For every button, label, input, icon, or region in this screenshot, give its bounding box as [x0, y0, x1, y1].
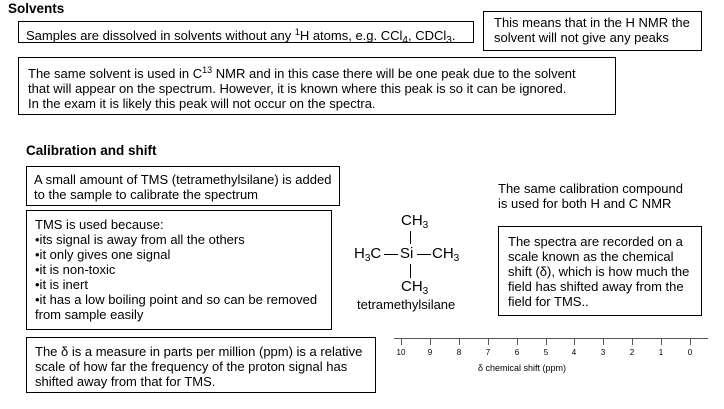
same-compound-note — [498, 181, 683, 211]
solvent-text-sup: 1 — [294, 27, 300, 37]
c13-line-1-sup: 13 — [202, 65, 213, 75]
spectra-line: The spectra are recorded on a — [508, 234, 683, 249]
axis-tick-label: 6 — [514, 348, 520, 357]
tms-reason-line: TMS is used because: — [35, 217, 164, 232]
delta-line: The δ is a measure in parts per million (ppm) is a relative — [35, 344, 363, 359]
tms-reason-line: •it is inert — [35, 277, 88, 292]
axis-tick — [546, 339, 547, 345]
axis-tick — [574, 339, 575, 345]
c13-line-1-b: NMR and in this case there will be one peak due to the solvent — [212, 66, 576, 81]
c13-line-1 — [28, 63, 615, 81]
c13-line-3: In the exam it is likely this peak will not occur on the spectra. — [28, 96, 376, 111]
top-methyl — [401, 213, 428, 234]
calibration-heading: Calibration and shift — [26, 143, 157, 158]
right-methyl — [432, 246, 459, 267]
axis-tick-label: 8 — [456, 348, 462, 357]
axis-tick — [459, 339, 460, 345]
axis-tick-label: 2 — [629, 348, 635, 357]
delta-line: scale of how far the frequency of the proton signal has — [35, 359, 348, 374]
tms-intro-line: A small amount of TMS (tetramethylsilane) is added — [34, 172, 332, 187]
solvent-note-line: This means that in the H NMR the — [494, 15, 690, 30]
axis-tick-label: 10 — [396, 348, 406, 357]
molecule-name: tetramethylsilane — [357, 297, 456, 312]
axis-tick — [488, 339, 489, 345]
bottom-methyl-sub: 3 — [422, 286, 429, 297]
axis-tick — [401, 339, 402, 345]
right-methyl-group: CH — [432, 245, 454, 262]
axis-tick-label: 0 — [687, 348, 693, 357]
top-methyl-group: CH — [401, 212, 423, 229]
left-bond — [384, 254, 398, 255]
axis-tick — [517, 339, 518, 345]
spectra-line: shift (δ), which is how much the — [508, 264, 690, 279]
axis-label: δ chemical shift (ppm) — [478, 363, 567, 373]
c13-line-1-a: The same solvent is used in C — [28, 66, 203, 81]
tms-reason-line: •its signal is away from all the others — [35, 232, 245, 247]
tms-intro-line: to the sample to calibrate the spectrum — [34, 187, 259, 202]
axis-tick — [430, 339, 431, 345]
solvent-text-sub1: 4 — [402, 35, 408, 46]
solvent-text-mid2: , CDCl — [407, 28, 447, 43]
axis-tick-label: 9 — [427, 348, 433, 357]
tms-reason-line: •it has a low boiling point and so can be removed — [35, 292, 318, 307]
axis-tick-label: 4 — [571, 348, 577, 357]
same-compound-line: The same calibration compound — [498, 181, 683, 196]
spectra-line: field has shifted away from the — [508, 279, 684, 294]
spectra-line: field for TMS.. — [508, 294, 589, 309]
spectra-line: scale known as the chemical — [508, 249, 674, 264]
axis-tick — [690, 339, 691, 345]
right-bond — [417, 254, 431, 255]
bottom-methyl-group: CH — [401, 278, 423, 295]
bottom-bond — [410, 264, 411, 278]
solvents-heading: Solvents — [8, 1, 65, 16]
axis-tick — [661, 339, 662, 345]
axis-tick-label: 7 — [485, 348, 491, 357]
c13-solvent-box — [18, 57, 616, 115]
solvent-note-box — [483, 11, 702, 51]
axis-tick-label: 1 — [658, 348, 664, 357]
solvent-text-mid: H atoms, e.g. CCl — [299, 28, 403, 43]
same-compound-line: is used for both H and C NMR — [498, 196, 672, 211]
spectra-scale-box — [498, 226, 702, 316]
delta-definition-box — [26, 337, 376, 393]
solvent-description-box — [18, 21, 474, 46]
solvent-text-sub2: 3 — [446, 35, 452, 46]
left-methyl-c: C — [370, 245, 382, 262]
tms-reason-line: •it is non-toxic — [35, 262, 116, 277]
tms-reason-line: •it only gives one signal — [35, 247, 171, 262]
axis-tick-label: 3 — [600, 348, 606, 357]
delta-line: shifted away from that for TMS. — [35, 374, 216, 389]
solvent-note-line: solvent will not give any peaks — [494, 30, 669, 45]
axis-tick-label: 5 — [543, 348, 549, 357]
solvent-text-suffix: . — [451, 28, 456, 43]
left-methyl-h: H — [354, 245, 365, 262]
left-methyl-sub: 3 — [364, 253, 371, 264]
silicon-atom: Si — [400, 245, 414, 262]
top-methyl-sub: 3 — [422, 220, 429, 231]
tms-intro-box — [26, 166, 340, 206]
left-methyl — [354, 246, 381, 267]
axis-tick — [632, 339, 633, 345]
right-methyl-sub: 3 — [453, 253, 460, 264]
top-bond — [410, 231, 411, 244]
axis-tick — [603, 339, 604, 345]
tms-reason-line: from sample easily — [35, 307, 144, 322]
c13-line-2: that will appear on the spectrum. However, it is known where this peak is so it can be ignored. — [28, 81, 567, 96]
tms-reasons-box — [26, 210, 332, 330]
solvent-text-prefix: Samples are dissolved in solvents without any — [26, 28, 295, 43]
